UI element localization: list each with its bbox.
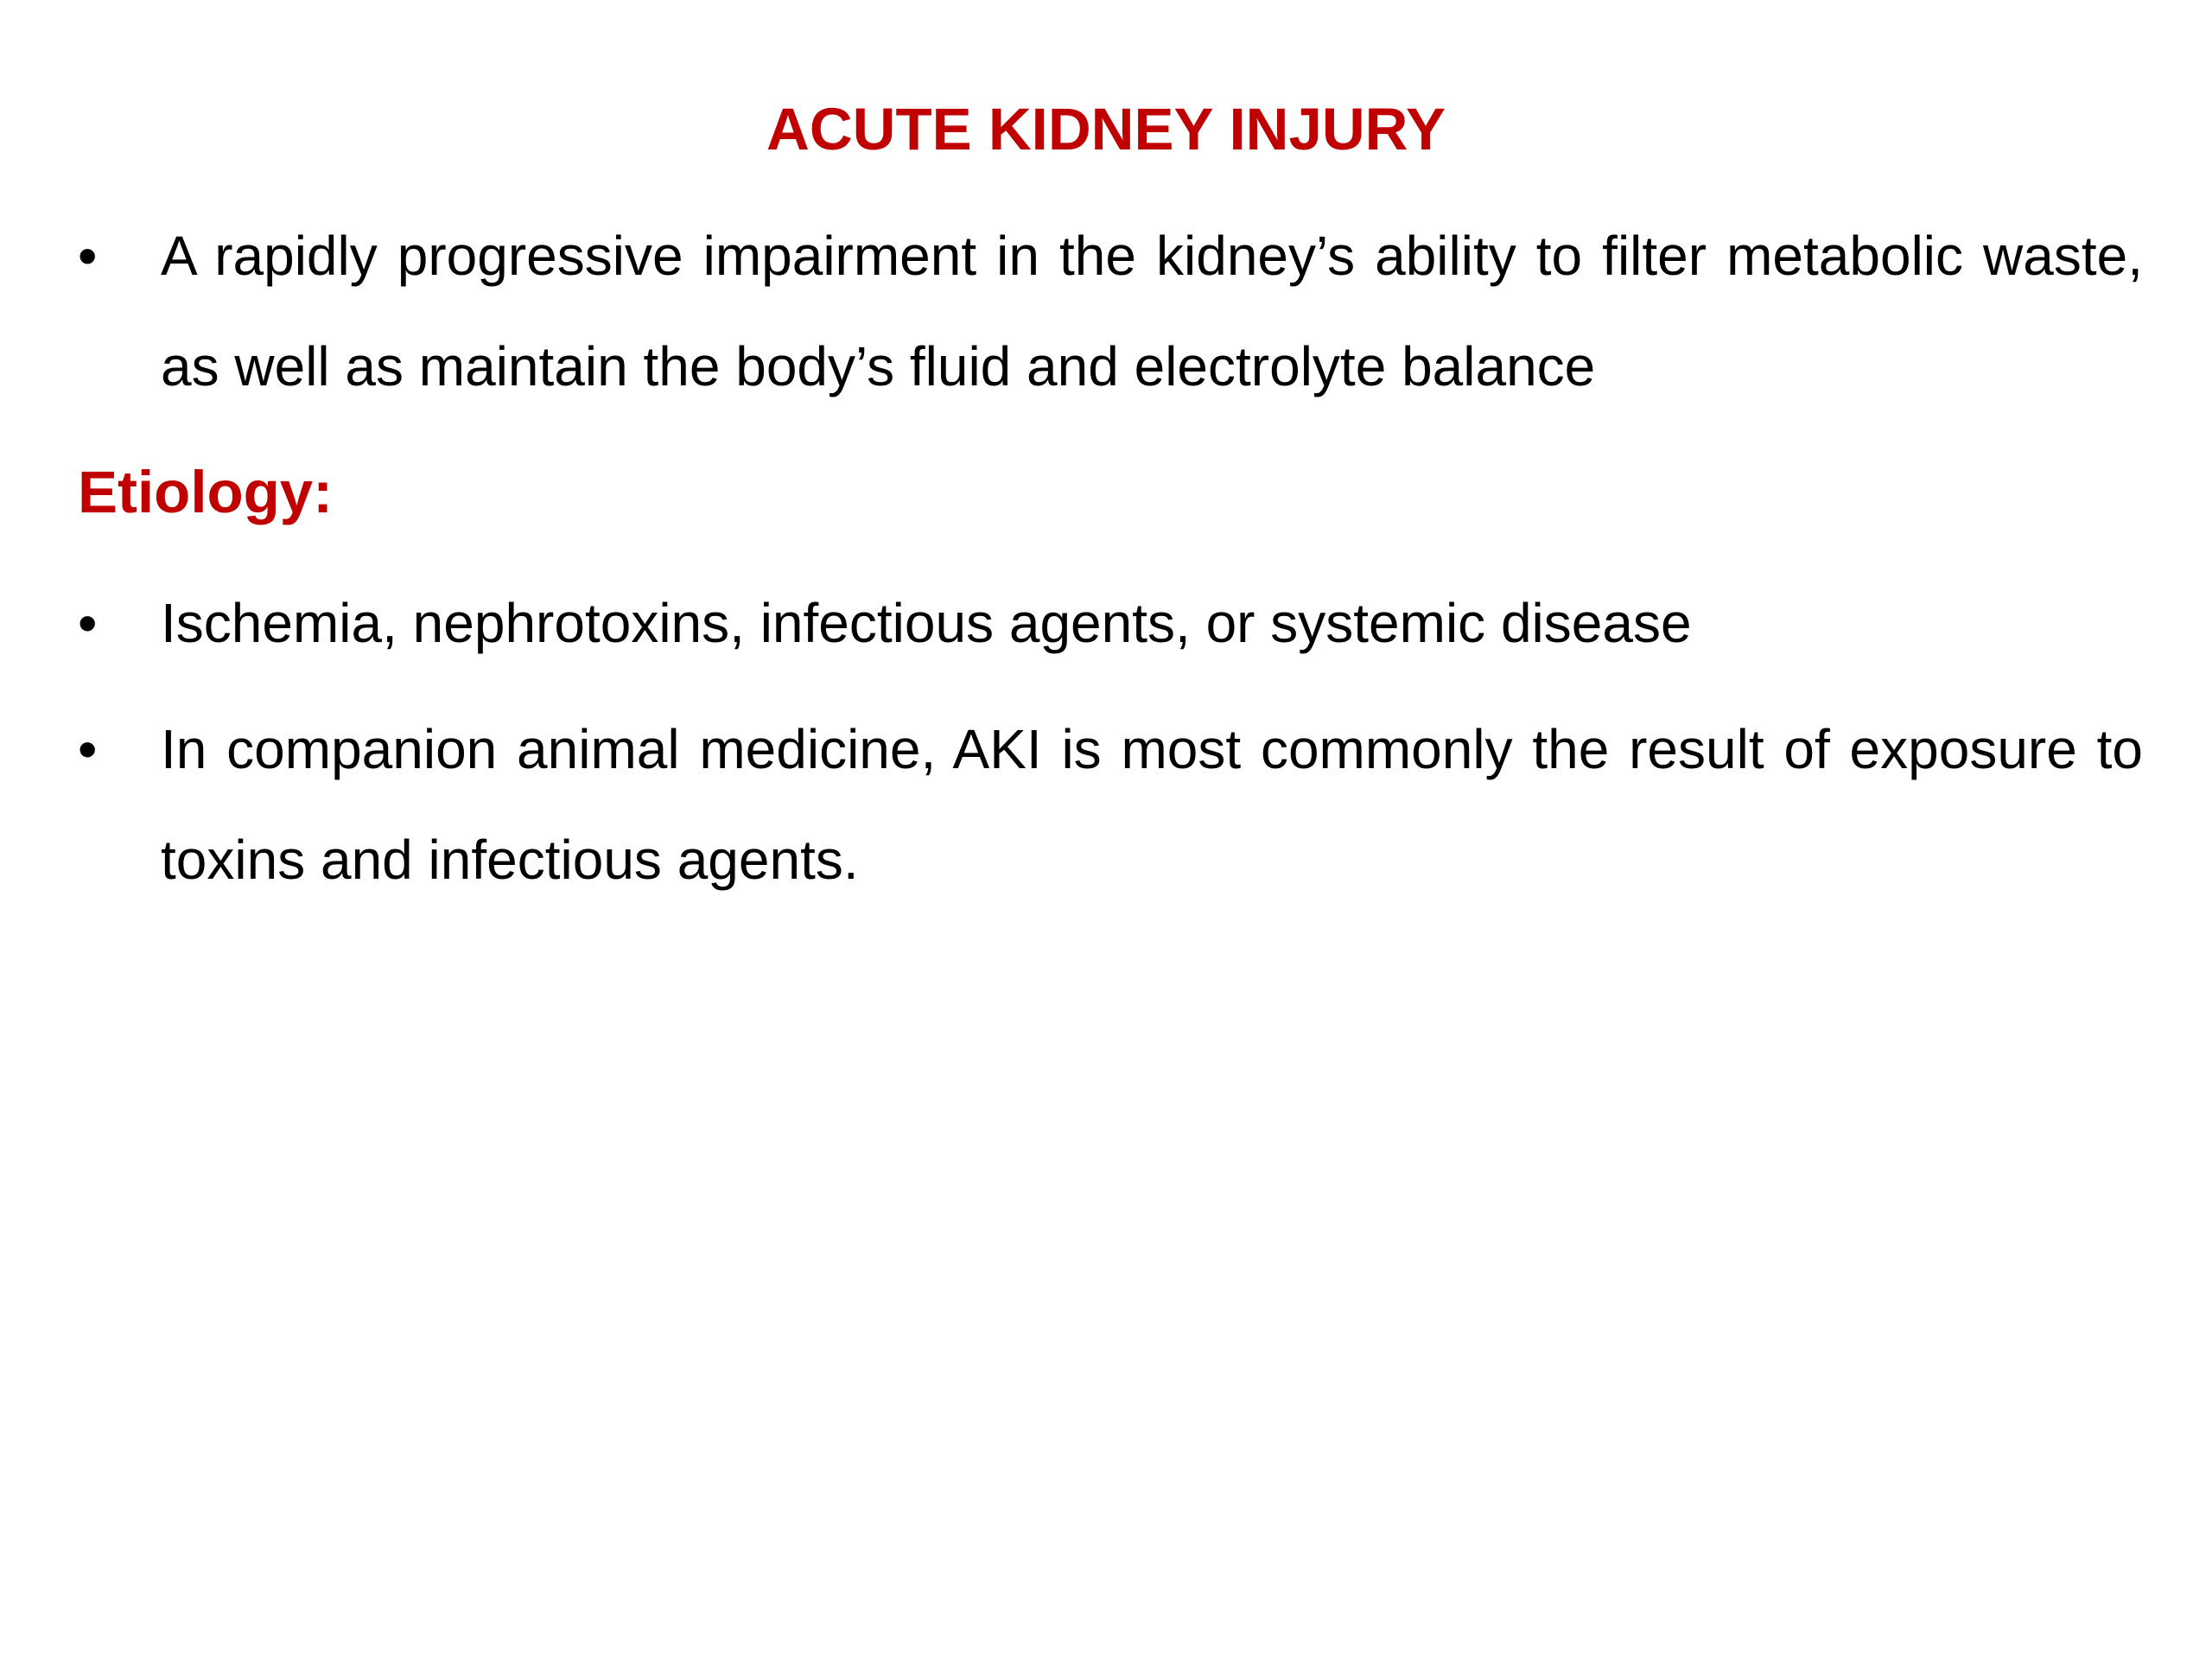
etiology-heading: Etiology:: [78, 459, 334, 525]
slide-title: ACUTE KIDNEY INJURY: [766, 96, 1446, 162]
bullet-marker: •: [78, 718, 98, 780]
etiology-item-text: In companion animal medicine, AKI is most commonly the result of exposure to toxins and infectious agents.: [161, 718, 2143, 891]
etiology-bullet-item: [78, 568, 2152, 678]
etiology-bullet-item: [78, 694, 2152, 915]
etiology-item-text: Ischemia, nephrotoxins, infectious agents, or systemic disease: [161, 592, 1692, 654]
bullet-marker: •: [78, 225, 98, 287]
definition-text: A rapidly progressive impairment in the kidney’s ability to filter metabolic waste, as well as maintain the body’s fluid and electrolyte balance: [161, 225, 2143, 397]
definition-bullet-item: [78, 200, 2152, 422]
bullet-marker: •: [78, 592, 98, 654]
